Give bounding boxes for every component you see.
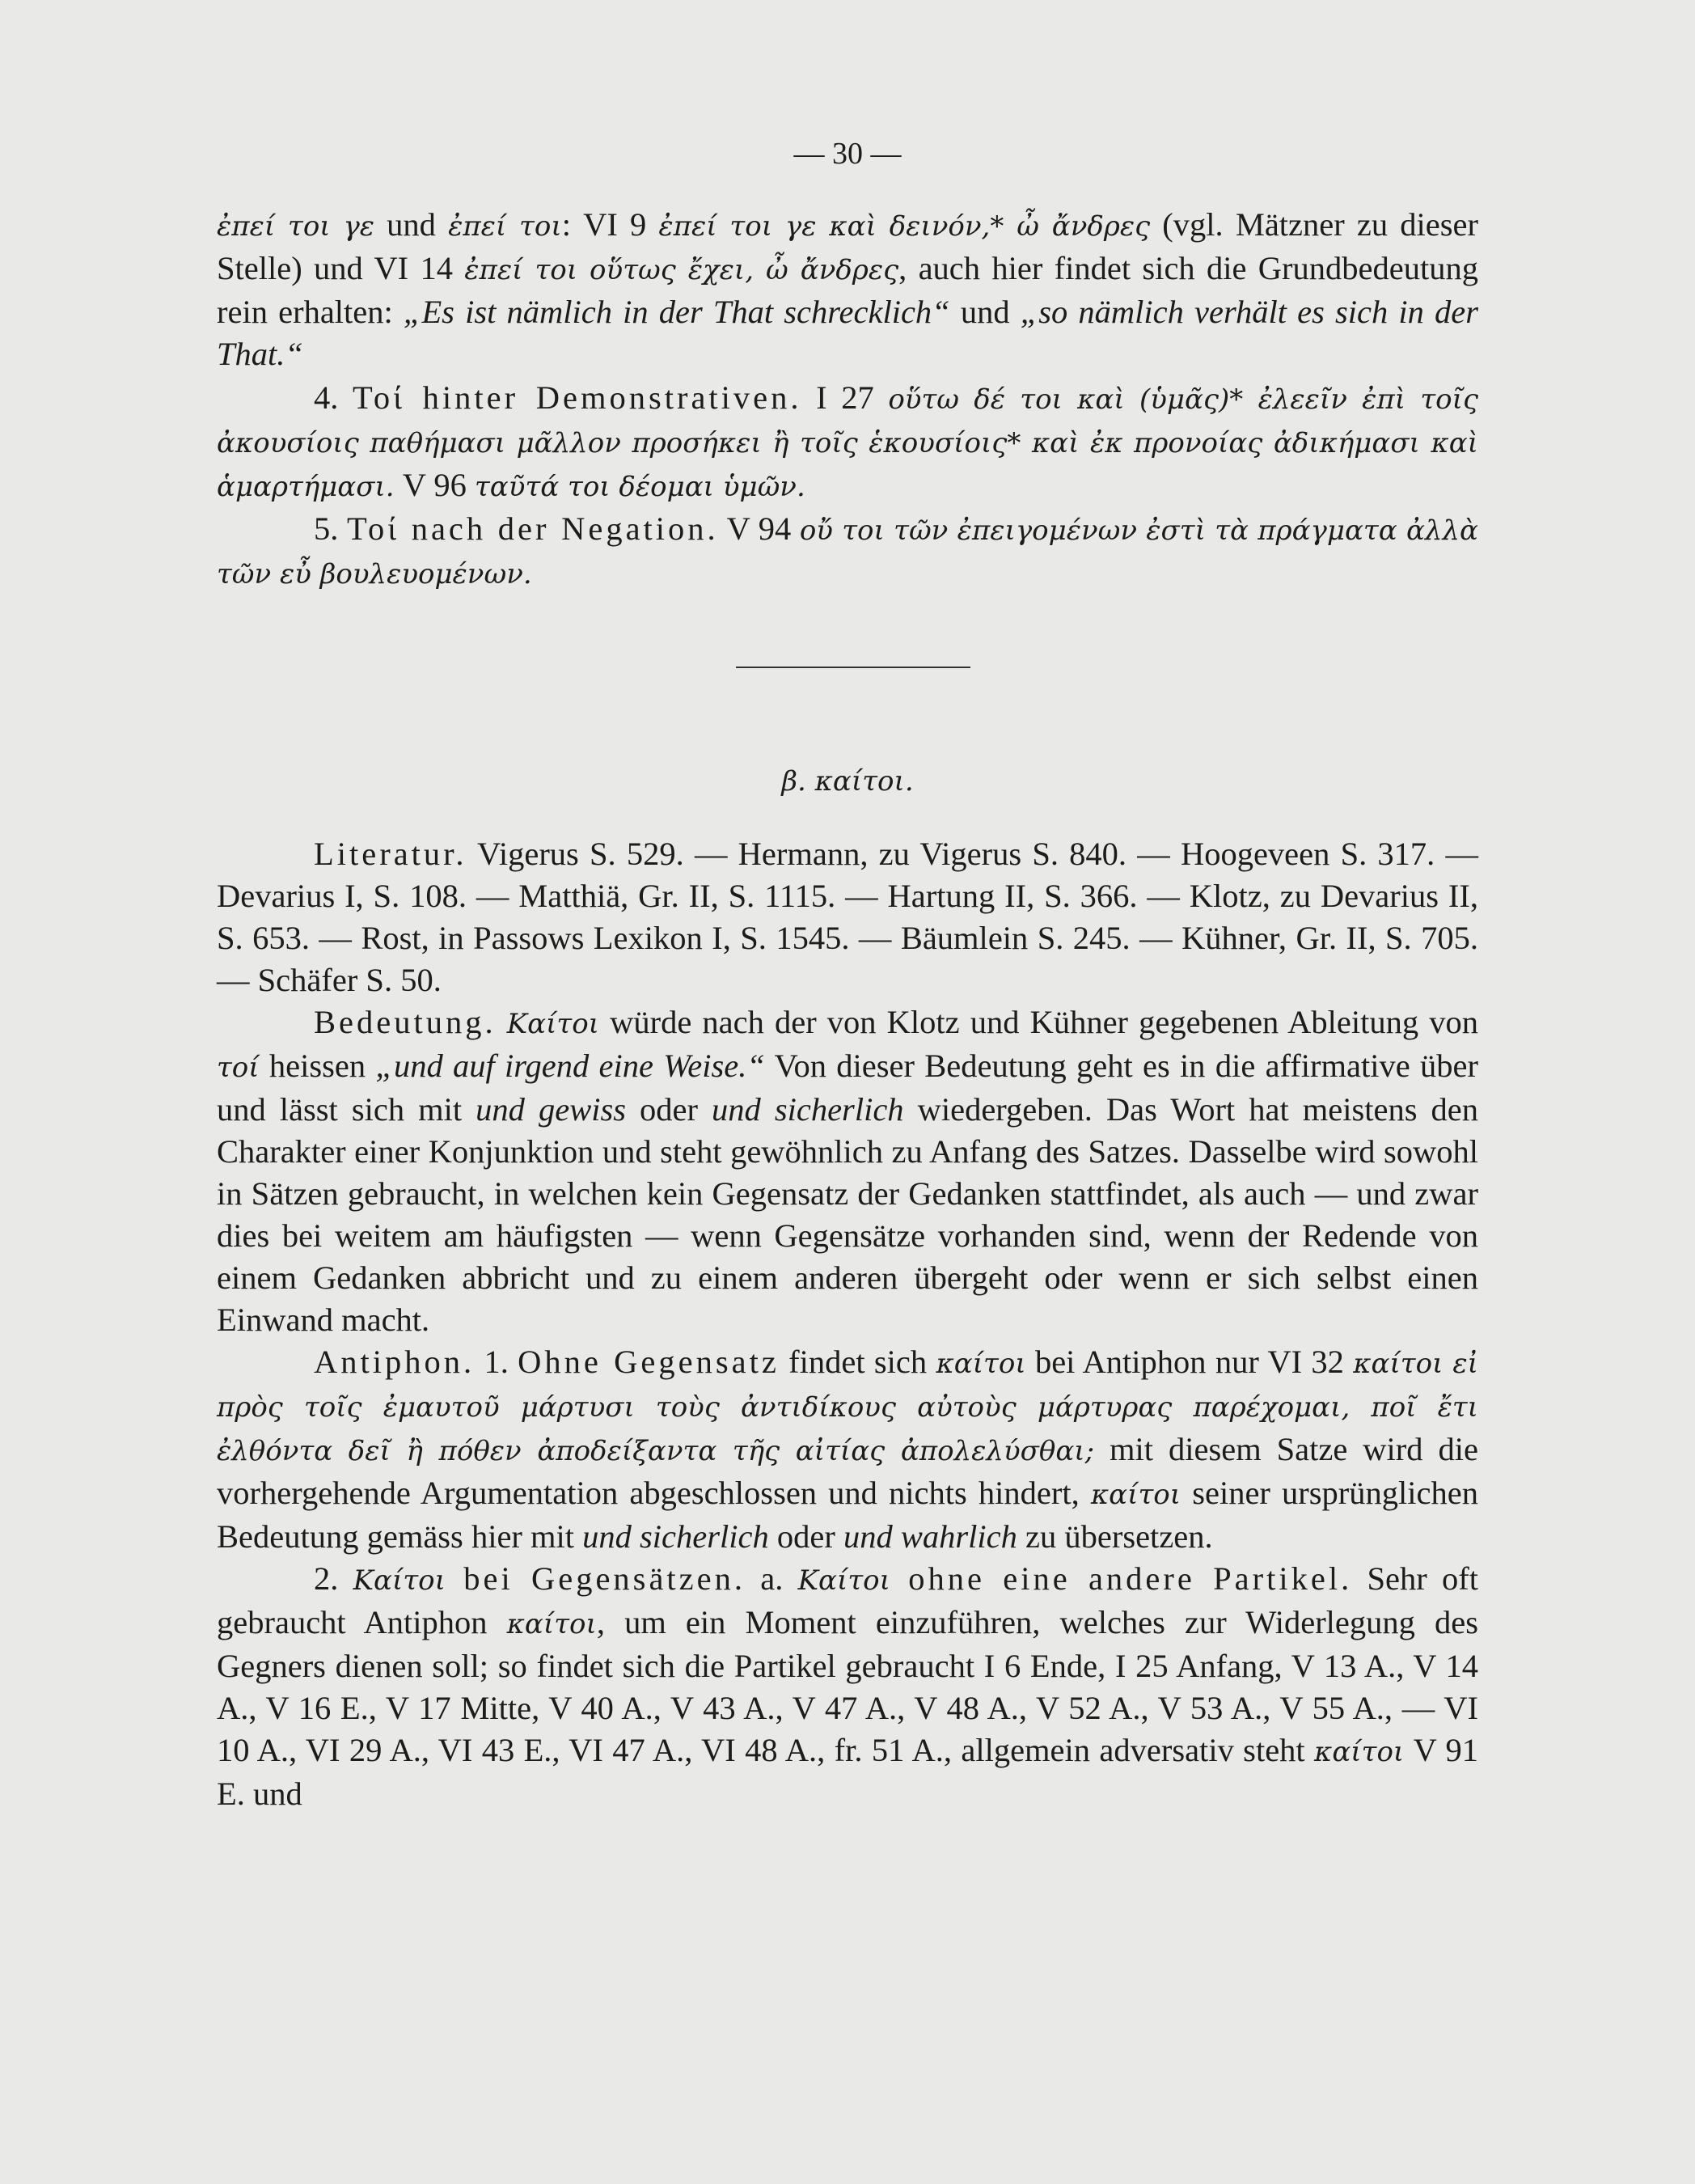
italic-translation: und sicherlich <box>712 1091 904 1128</box>
greek-text: οὕτω δέ τοι καὶ (ὑμᾶς)* ἐλεεῖν ἐπὶ τοῖς ἀκουσίοις παθήμασι μᾶλλον προσήκει ἢ τοῖς ἑκουσίοις* καὶ ἐκ προνοίας ἀδικήμασι καὶ ἁμαρτήμασι. <box>217 383 1478 503</box>
paragraph-tou-ge: ἐπεί τοι γε und ἐπεί τοι: VI 9 ἐπεί τοι γε καὶ δεινόν,* ὦ ἄνδρες (vgl. Mätzner zu dieser Stelle) und VI 14 ἐπεί τοι οὕτως ἔχει, ὦ ἄνδρες, auch hier findet sich die Grundbedeutung rein erhalten: „Es ist nämlich in der That schrecklich“ und „so nämlich verhält es sich in der That.“ 4. Τοί hinter Demonstrativen. I 27 οὕτω δέ τοι καὶ (ὑμᾶς)* ἐλεεῖν ἐπὶ τοῖς ἀκουσίοις παθήμασι μᾶλλον προσήκει ἢ τοῖς ἑκουσίοις* καὶ ἐκ προνοίας ἀδικήμασι καὶ ἁμαρτήμασι. V 96 ταῦτά τοι δέομαι ὑμῶν. 5. Τοί nach der Negation. V 94 οὔ τοι τῶν ἐπειγομένων ἐστὶ τὰ πράγματα ἀλλὰ τῶν εὖ βουλευομένων. <box>217 204 1478 595</box>
section-heading: β. καίτοι. <box>781 765 914 798</box>
paragraph-demonstrativen: 4. Τοί hinter Demonstrativen. I 27 οὕτω δέ τοι καὶ (ὑμᾶς)* ἐλεεῖν ἐπὶ τοῖς ἀκουσίοις παθήμασι μᾶλλον προσήκει ἢ τοῖς ἑκουσίοις* καὶ ἐκ προνοίας ἀδικήμασι καὶ ἁμαρτήμασι. V 96 ταῦτά τοι δέομαι ὑμῶν. <box>217 379 1478 503</box>
paragraph-negation: 5. Τοί nach der Negation. V 94 οὔ τοι τῶν ἐπειγομένων ἐστὶ τὰ πράγματα ἀλλὰ τῶν εὖ βουλευομένων. <box>217 510 1479 590</box>
spaced-heading: Τοί nach der Negation. <box>347 510 719 547</box>
greek-text: ταῦτά τοι δέομαι ὑμῶν. <box>475 471 805 503</box>
greek-text: ἐπεί τοι <box>448 210 562 243</box>
paragraph-bedeutung: Bedeutung. Καίτοι würde nach der von Klotz und Kühner gegebenen Ableitung von τοί heissen „und auf irgend eine Weise.“ Von dieser Bedeutung geht es in die affirmative über und lässt sich mit und gewiss oder und sicherlich wiedergeben. Das Wort hat meistens den Charakter einer Konjunktion und steht gewöhnlich zu Anfang des Satzes. Dasselbe wird sowohl in Sätzen gebraucht, in welchen kein Gegensatz der Gedanken stattfindet, als auch — und zwar dies bei weitem am häufigsten — wenn Gegensätze vorhanden sind, wenn der Redende von einem Gedanken abbricht und zu einem anderen übergeht oder wenn er sich selbst einen Einwand macht. <box>217 1004 1479 1338</box>
italic-translation: „Es ist nämlich in der That schrecklich“ <box>403 294 950 330</box>
spaced-heading: Literatur. <box>314 836 467 872</box>
spaced-heading: Antiphon. <box>314 1344 476 1380</box>
greek-text: καίτοι <box>936 1348 1026 1380</box>
greek-text: καίτοι <box>1314 1736 1405 1768</box>
spaced-heading: bei Gegensätzen. <box>445 1560 746 1597</box>
greek-text: οὔ τοι τῶν ἐπειγομένων ἐστὶ τὰ πράγματα ἀλλὰ τῶν εὖ βουλευομένων. <box>217 514 1479 590</box>
italic-translation: „und auf irgend eine Weise.“ <box>375 1048 765 1084</box>
italic-translation: „so nämlich verhält es sich in der That.“ <box>217 294 1479 372</box>
spaced-heading: Bedeutung. <box>314 1004 497 1040</box>
greek-text: ἐπεί τοι οὕτως ἔχει, ὦ ἄνδρες <box>464 254 899 286</box>
page-number: — 30 — <box>793 137 902 171</box>
spaced-heading: Ohne Gegensatz <box>518 1344 780 1380</box>
divider-rule <box>736 667 970 668</box>
greek-text: καίτοι <box>506 1608 597 1640</box>
section-kaitoi <box>217 833 1478 1815</box>
greek-text: Καίτοι <box>797 1564 890 1597</box>
paragraph-literatur: Literatur. Vigerus S. 529. — Hermann, zu Vigerus S. 840. — Hoogeveen S. 317. — Devarius I, S. 108. — Matthiä, Gr. II, S. 1115. — Hartung II, S. 366. — Klotz, zu Devarius II, S. 653. — Rost, in Passows Lexikon I, S. 1545. — Bäumlein S. 245. — Kühner, Gr. II, S. 705. — Schäfer S. 50. <box>217 836 1478 998</box>
spaced-heading: Τοί hinter Demonstrativen. <box>352 379 802 416</box>
italic-translation: und sicherlich <box>582 1518 769 1555</box>
greek-text: Καίτοι <box>506 1008 600 1040</box>
greek-text: ἐπεί τοι γε καὶ δεινόν,* ὦ ἄνδρες <box>658 210 1151 243</box>
italic-translation: und wahrlich <box>843 1518 1017 1555</box>
greek-text: Καίτοι <box>353 1564 446 1597</box>
italic-translation: und gewiss <box>476 1091 626 1128</box>
greek-text: καίτοι <box>1090 1479 1181 1511</box>
paragraph-gegensaetze: 2. Καίτοι bei Gegensätzen. a. Καίτοι ohne eine andere Partikel. Sehr oft gebraucht Antiphon καίτοι, um ein Moment einzuführen, welches zur Widerlegung des Gegners dienen soll; so findet sich die Partikel gebraucht I 6 Ende, I 25 Anfang, V 13 A., V 14 A., V 16 E., V 17 Mitte, V 40 A., V 43 A., V 47 A., V 48 A., V 52 A., V 53 A., V 55 A., — VI 10 A., VI 29 A., VI 43 E., VI 47 A., VI 48 A., fr. 51 A., allgemein adversativ steht καίτοι V 91 E. und <box>217 1560 1478 1812</box>
paragraph-antiphon: Antiphon. 1. Ohne Gegensatz findet sich καίτοι bei Antiphon nur VI 32 καίτοι εἰ πρὸς τοῖς ἐμαυτοῦ μάρτυσι τοὺς ἀντιδίκους αὐτοὺς μάρτυρας παρέχομαι, ποῖ ἔτι ἐλθόντα δεῖ ἢ πόθεν ἀποδείξαντα τῆς αἰτίας ἀπολελύσθαι; mit diesem Satze wird die vorhergehende Argumentation abgeschlossen und nichts hindert, καίτοι seiner ursprünglichen Bedeutung gemäss hier mit und sicherlich oder und wahrlich zu übersetzen. <box>217 1344 1478 1555</box>
greek-text: τοί <box>217 1052 260 1084</box>
spaced-heading: ohne eine andere Partikel. <box>890 1560 1353 1597</box>
greek-text: ἐπεί τοι γε <box>217 210 375 243</box>
greek-text: καίτοι εἰ πρὸς τοῖς ἐμαυτοῦ μάρτυσι τοὺς ἀντιδίκους αὐτοὺς μάρτυρας παρέχομαι, ποῖ ἔτι ἐλθόντα δεῖ ἢ πόθεν ἀποδείξαντα τῆς αἰτίας ἀπολελύσθαι; <box>217 1348 1478 1467</box>
